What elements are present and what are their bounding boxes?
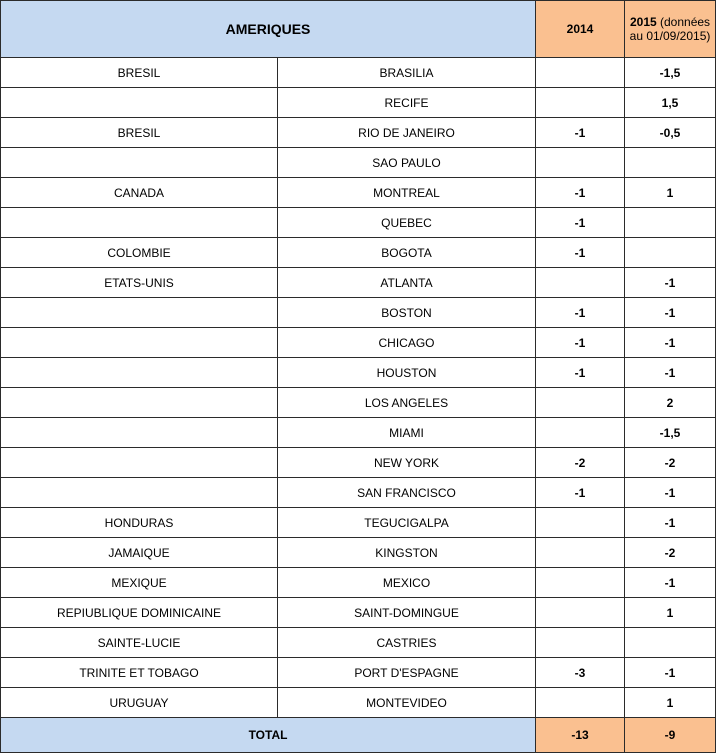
value-2015-cell: -1,5 bbox=[625, 418, 716, 448]
country-cell bbox=[1, 88, 278, 118]
region-header: AMERIQUES bbox=[1, 1, 536, 58]
value-2015-cell: -1 bbox=[625, 268, 716, 298]
country-cell: BRESIL bbox=[1, 118, 278, 148]
country-cell bbox=[1, 328, 278, 358]
country-cell bbox=[1, 148, 278, 178]
country-cell: COLOMBIE bbox=[1, 238, 278, 268]
table-row bbox=[1, 328, 716, 358]
city-cell: CHICAGO bbox=[278, 328, 536, 358]
country-cell: JAMAIQUE bbox=[1, 538, 278, 568]
city-cell: PORT D'ESPAGNE bbox=[278, 658, 536, 688]
city-cell: MONTREAL bbox=[278, 178, 536, 208]
country-cell: REPIUBLIQUE DOMINICAINE bbox=[1, 598, 278, 628]
value-2014-cell bbox=[536, 568, 625, 598]
value-2015-cell: -1 bbox=[625, 298, 716, 328]
total-row bbox=[1, 718, 716, 753]
value-2014-cell: -1 bbox=[536, 178, 625, 208]
table-row bbox=[1, 628, 716, 658]
city-cell: BOGOTA bbox=[278, 238, 536, 268]
value-2015-cell bbox=[625, 208, 716, 238]
value-2014-cell bbox=[536, 688, 625, 718]
value-2014-cell: -2 bbox=[536, 448, 625, 478]
table-row bbox=[1, 658, 716, 688]
header-row bbox=[1, 1, 716, 58]
value-2014-cell bbox=[536, 538, 625, 568]
value-2014-cell: -1 bbox=[536, 118, 625, 148]
table-row bbox=[1, 598, 716, 628]
year-2015-header: 2015 (données au 01/09/2015) bbox=[625, 1, 716, 58]
city-cell: BRASILIA bbox=[278, 58, 536, 88]
table-row bbox=[1, 538, 716, 568]
value-2015-cell: -2 bbox=[625, 538, 716, 568]
value-2015-cell bbox=[625, 628, 716, 658]
value-2015-cell: 1 bbox=[625, 688, 716, 718]
value-2015-cell: -1 bbox=[625, 358, 716, 388]
country-cell bbox=[1, 358, 278, 388]
table-row bbox=[1, 88, 716, 118]
table-row bbox=[1, 478, 716, 508]
value-2014-cell: -1 bbox=[536, 328, 625, 358]
table-row bbox=[1, 238, 716, 268]
country-cell: HONDURAS bbox=[1, 508, 278, 538]
city-cell: HOUSTON bbox=[278, 358, 536, 388]
value-2015-cell bbox=[625, 148, 716, 178]
country-cell: TRINITE ET TOBAGO bbox=[1, 658, 278, 688]
city-cell: SAINT-DOMINGUE bbox=[278, 598, 536, 628]
city-cell: NEW YORK bbox=[278, 448, 536, 478]
value-2015-cell: 1 bbox=[625, 598, 716, 628]
country-cell: MEXIQUE bbox=[1, 568, 278, 598]
table-row bbox=[1, 568, 716, 598]
country-cell: CANADA bbox=[1, 178, 278, 208]
value-2014-cell: -1 bbox=[536, 358, 625, 388]
city-cell: RECIFE bbox=[278, 88, 536, 118]
value-2014-cell bbox=[536, 508, 625, 538]
city-cell: LOS ANGELES bbox=[278, 388, 536, 418]
table-row bbox=[1, 208, 716, 238]
value-2015-cell: -0,5 bbox=[625, 118, 716, 148]
total-2014: -13 bbox=[536, 718, 625, 753]
city-cell: KINGSTON bbox=[278, 538, 536, 568]
city-cell: CASTRIES bbox=[278, 628, 536, 658]
city-cell: ATLANTA bbox=[278, 268, 536, 298]
table-row bbox=[1, 358, 716, 388]
value-2014-cell: -3 bbox=[536, 658, 625, 688]
value-2014-cell: -1 bbox=[536, 238, 625, 268]
value-2014-cell bbox=[536, 58, 625, 88]
value-2014-cell: -1 bbox=[536, 298, 625, 328]
table-row bbox=[1, 388, 716, 418]
country-cell bbox=[1, 208, 278, 238]
table-row bbox=[1, 688, 716, 718]
value-2015-cell: -1 bbox=[625, 568, 716, 598]
country-cell: SAINTE-LUCIE bbox=[1, 628, 278, 658]
value-2015-cell: -1 bbox=[625, 658, 716, 688]
total-label: TOTAL bbox=[1, 718, 536, 753]
value-2015-cell: -1 bbox=[625, 478, 716, 508]
table-row bbox=[1, 58, 716, 88]
value-2015-cell: 1,5 bbox=[625, 88, 716, 118]
city-cell: SAO PAULO bbox=[278, 148, 536, 178]
city-cell: SAN FRANCISCO bbox=[278, 478, 536, 508]
table-row bbox=[1, 178, 716, 208]
city-cell: MONTEVIDEO bbox=[278, 688, 536, 718]
country-cell: BRESIL bbox=[1, 58, 278, 88]
value-2014-cell bbox=[536, 148, 625, 178]
table-row bbox=[1, 148, 716, 178]
value-2015-cell: 1 bbox=[625, 178, 716, 208]
table-row bbox=[1, 418, 716, 448]
value-2014-cell bbox=[536, 628, 625, 658]
country-cell bbox=[1, 448, 278, 478]
city-cell: BOSTON bbox=[278, 298, 536, 328]
value-2014-cell bbox=[536, 418, 625, 448]
value-2015-cell bbox=[625, 238, 716, 268]
value-2015-cell: -1,5 bbox=[625, 58, 716, 88]
country-cell bbox=[1, 478, 278, 508]
value-2014-cell bbox=[536, 268, 625, 298]
value-2015-cell: -1 bbox=[625, 508, 716, 538]
value-2015-cell: 2 bbox=[625, 388, 716, 418]
city-cell: TEGUCIGALPA bbox=[278, 508, 536, 538]
value-2014-cell: -1 bbox=[536, 478, 625, 508]
year-2014-header: 2014 bbox=[536, 1, 625, 58]
city-cell: MEXICO bbox=[278, 568, 536, 598]
country-cell: URUGUAY bbox=[1, 688, 278, 718]
country-cell bbox=[1, 298, 278, 328]
country-cell: ETATS-UNIS bbox=[1, 268, 278, 298]
value-2014-cell: -1 bbox=[536, 208, 625, 238]
value-2014-cell bbox=[536, 388, 625, 418]
country-cell bbox=[1, 388, 278, 418]
value-2014-cell bbox=[536, 598, 625, 628]
table-row bbox=[1, 268, 716, 298]
city-cell: RIO DE JANEIRO bbox=[278, 118, 536, 148]
city-cell: QUEBEC bbox=[278, 208, 536, 238]
value-2015-cell: -2 bbox=[625, 448, 716, 478]
table-row bbox=[1, 508, 716, 538]
country-cell bbox=[1, 418, 278, 448]
city-cell: MIAMI bbox=[278, 418, 536, 448]
total-2015: -9 bbox=[625, 718, 716, 753]
table-row bbox=[1, 298, 716, 328]
table-row bbox=[1, 448, 716, 478]
table-row bbox=[1, 118, 716, 148]
value-2014-cell bbox=[536, 88, 625, 118]
value-2015-cell: -1 bbox=[625, 328, 716, 358]
